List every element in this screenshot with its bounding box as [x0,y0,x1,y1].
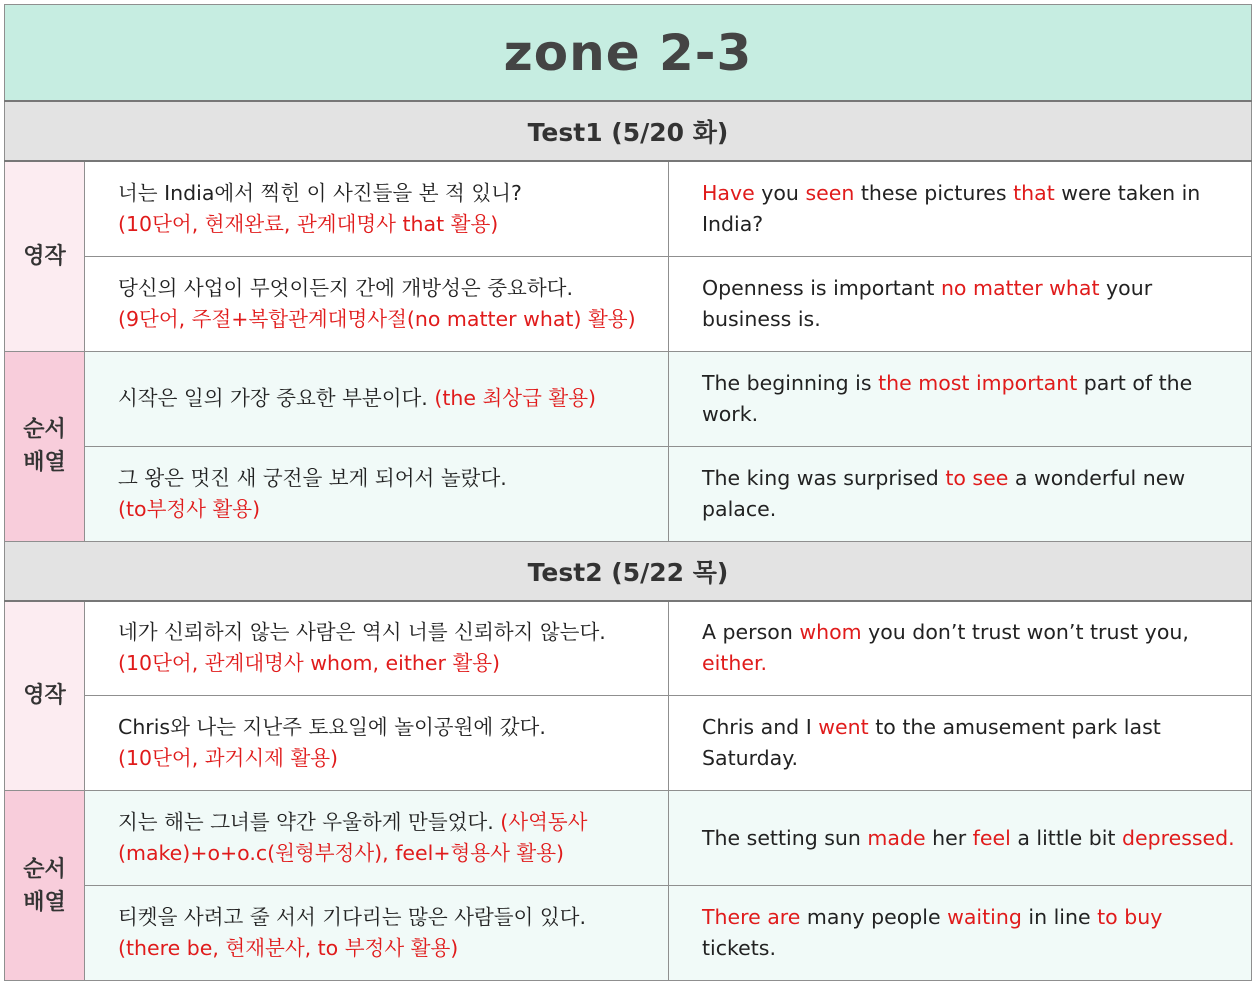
answer-highlight: depressed. [1121,825,1235,850]
answer-highlight: whom [799,620,862,645]
answer-text: your business is. [702,275,1153,331]
category-label [5,351,85,541]
answer-highlight: no matter what [940,275,1100,300]
answer-text: A person [702,620,800,645]
answer-text: these pictures [854,180,1014,205]
prompt-hint: (10단어, 현재완료, 관계대명사 that 활용) [118,211,499,236]
prompt-text: 그 왕은 멋진 새 궁전을 보게 되어서 놀랐다. [118,465,507,490]
english-answer [669,256,1252,351]
category-label-line: 영작 [23,243,66,269]
question-row [5,886,1252,981]
page-title: zone 2-3 [5,5,1252,102]
worksheet-table [4,4,1252,981]
answer-text: you don’t trust won’t trust you, [861,620,1189,645]
answer-highlight: made [867,825,926,850]
section-header-row [5,541,1252,601]
prompt-hint: (10단어, 관계대명사 whom, either 활용) [118,651,501,676]
english-answer [669,601,1252,696]
category-label [5,161,85,351]
section-header-row [5,101,1252,161]
english-answer [669,351,1252,446]
english-answer [669,886,1252,981]
prompt-text: 당신의 사업이 무엇이든지 간에 개방성은 중요하다. [118,275,573,300]
answer-text: you [754,180,806,205]
prompt-text: 네가 신뢰하지 않는 사람은 역시 너를 신뢰하지 않는다. [118,620,606,645]
korean-prompt [85,601,669,696]
answer-text: part of the work. [702,370,1193,426]
prompt-hint: (the 최상급 활용) [434,386,597,410]
prompt-text: 너는 India에서 찍힌 이 사진들을 본 적 있니? [118,180,522,205]
section-header: Test2 (5/22 목) [5,541,1252,601]
question-row [5,161,1252,256]
answer-highlight: Have [702,180,755,205]
section-header: Test1 (5/20 화) [5,101,1252,161]
prompt-text: 지는 해는 그녀를 약간 우울하게 만들었다. [118,810,501,834]
prompt-text: 티켓을 사려고 줄 서서 기다리는 많은 사람들이 있다. [118,905,586,929]
answer-highlight: the most important [878,370,1078,395]
question-row [5,791,1252,886]
answer-highlight: to buy [1097,905,1163,929]
answer-text: The beginning is [702,370,879,395]
category-label [5,791,85,981]
answer-text: in line [1021,905,1098,929]
prompt-hint: (사역동사(make)+o+o.c(원형부정사), feel+형용사 활용) [118,810,588,865]
answer-highlight: seen [805,180,855,205]
answer-highlight: either. [702,651,768,676]
korean-prompt [85,696,669,791]
prompt-hint: (9단어, 주절+복합관계대명사절(no matter what) 활용) [118,306,636,331]
answer-text: The setting sun [702,825,868,850]
answer-highlight: feel [972,825,1011,850]
korean-prompt [85,161,669,256]
english-answer [669,446,1252,541]
answer-text: a wonderful new palace. [702,465,1186,521]
answer-highlight: There are [702,905,801,929]
answer-text: to the amusement park last Saturday. [702,715,1161,770]
question-row [5,601,1252,696]
english-answer [669,696,1252,791]
prompt-text: Chris와 나는 지난주 토요일에 놀이공원에 갔다. [118,715,546,739]
category-label-line: 배열 [23,450,66,475]
category-label-line: 순서 [23,417,66,442]
prompt-text: 시작은 일의 가장 중요한 부분이다. [118,386,435,410]
question-row [5,446,1252,541]
question-row [5,256,1252,351]
answer-highlight: went [818,715,869,739]
korean-prompt [85,886,669,981]
answer-text: her [925,825,973,850]
answer-highlight: to see [945,465,1009,490]
answer-highlight: waiting [947,905,1022,929]
prompt-hint: (to부정사 활용) [118,496,261,521]
english-answer [669,791,1252,886]
question-row [5,696,1252,791]
category-label-line: 배열 [23,889,66,915]
korean-prompt [85,351,669,446]
answer-text: many people [800,905,948,929]
answer-highlight: that [1013,180,1055,205]
answer-text: The king was surprised [702,465,946,490]
prompt-hint: (10단어, 과거시제 활용) [118,746,339,770]
category-label [5,601,85,791]
answer-text: tickets. [702,936,776,960]
category-label-line: 영작 [23,683,66,709]
answer-text: a little bit [1010,825,1122,850]
prompt-hint: (there be, 현재분사, to 부정사 활용) [118,936,459,960]
answer-text: Chris and I [702,715,819,739]
english-answer [669,161,1252,256]
korean-prompt [85,791,669,886]
korean-prompt [85,446,669,541]
answer-text: were taken in India? [702,180,1201,236]
korean-prompt [85,256,669,351]
question-row [5,351,1252,446]
category-label-line: 순서 [23,856,66,882]
answer-text: Openness is important [702,275,941,300]
